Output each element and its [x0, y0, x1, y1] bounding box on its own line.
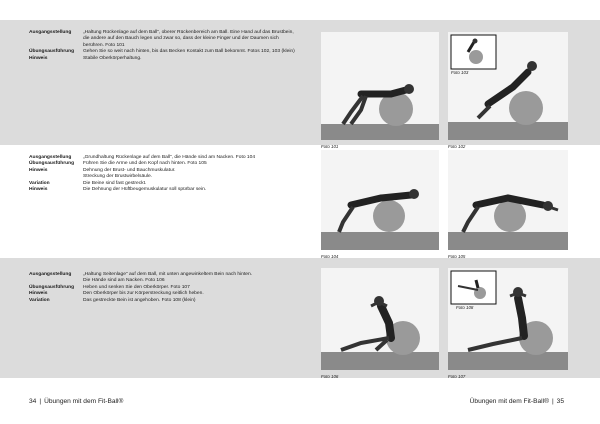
- exercise-photo: [321, 268, 439, 379]
- photo-caption: Foto 105: [448, 254, 466, 259]
- photo-caption: Foto 101: [321, 144, 339, 149]
- photo-illustration: [321, 150, 439, 250]
- description-row: [29, 187, 301, 193]
- row-label: Variation: [29, 180, 50, 186]
- row-text: Das gestreckte Bein ist angehoben. Foto 108 (klein): [83, 297, 196, 303]
- footer-right: [470, 398, 564, 405]
- row-text: „Haltung Rückenlage auf dem Ball“, oberer Rückenbereich am Ball. Eine Hand auf das Brustbein, die andere auf den Bauch legen und zwar so, dass der kleine Finger und der Daumen sich berühren. Foto 101: [83, 30, 294, 48]
- exercise-description: [29, 272, 301, 304]
- photo-illustration: [448, 150, 568, 250]
- row-label: Übungsausführung: [29, 49, 75, 55]
- row-label: Variation: [29, 297, 50, 303]
- row-label: Übungsausführung: [29, 161, 75, 167]
- row-text: Stabile Oberkörperhaltung.: [83, 55, 142, 61]
- row-label: Hinweis: [29, 55, 48, 61]
- footer-separator: |: [551, 398, 554, 405]
- row-text: Den Oberkörper bis zur Körperstreckung seitlich heben.: [83, 291, 204, 297]
- row-label: Hinweis: [29, 187, 48, 193]
- row-text: Dehnung der Brust- und Bauchmuskulatur.: [83, 167, 176, 173]
- exercise-photo: [448, 32, 568, 149]
- row-text: Die Hände sind am Nacken. Foto 106: [83, 278, 165, 284]
- photo-caption: Foto 107: [448, 374, 466, 379]
- exercise-block: [0, 145, 600, 258]
- page-number: 35: [556, 398, 564, 405]
- running-title: Übungen mit dem Fit-Ball®: [44, 398, 124, 405]
- row-text: Führen Sie die Arme und den Kopf nach hinten. Foto 105: [83, 161, 207, 167]
- row-label: Ausgangsstellung: [29, 155, 72, 160]
- exercise-photo: [448, 150, 568, 259]
- exercise-description: [29, 30, 301, 62]
- row-text: Die Beine sind fast gestreckt.: [83, 180, 147, 186]
- row-label: Hinweis: [29, 291, 48, 297]
- row-text: Gehen Sie so weit nach hinten, bis das Becken Kontakt zum Ball bekommt. Fotos 102, 103 (klein): [83, 49, 295, 55]
- description-row: [29, 298, 301, 304]
- row-text: „Haltung Seitenlage“ auf dem Ball, mit unten angewinkeltem Bein nach hinten.: [83, 272, 253, 277]
- row-text: Streckung der Brustwirbelsäule.: [83, 174, 153, 180]
- exercise-block: [0, 20, 600, 149]
- row-label: Übungsausführung: [29, 284, 75, 290]
- row-text: Die Dehnung der Hüftbeugemuskulatur soll spürbar sein.: [83, 187, 207, 193]
- row-label: Hinweis: [29, 167, 48, 173]
- photo-illustration: [448, 268, 568, 370]
- inset-caption: Foto 103: [451, 70, 469, 75]
- inset-caption: Foto 108: [456, 305, 474, 310]
- description-row: [29, 30, 301, 49]
- photo-illustration: [321, 32, 439, 140]
- photo-caption: Foto 102: [448, 144, 466, 149]
- row-text: Heben und senken Sie den Oberkörper. Foto 107: [83, 284, 190, 290]
- photo-caption: Foto 106: [321, 374, 339, 379]
- photo-illustration: [448, 32, 568, 140]
- exercise-description: [29, 155, 301, 193]
- description-row: [29, 56, 301, 62]
- row-label: Ausgangsstellung: [29, 272, 72, 277]
- row-text: „Grundhaltung Rückenlage auf dem Ball“, die Hände sind am Nacken. Foto 104: [83, 155, 256, 160]
- exercise-photo: [321, 150, 439, 259]
- page-number: 34: [29, 398, 37, 405]
- running-title: Übungen mit dem Fit-Ball®: [469, 398, 549, 405]
- exercise-photo: [448, 268, 568, 379]
- photo-caption: Foto 104: [321, 254, 339, 259]
- photo-illustration: [321, 268, 439, 370]
- row-label: Ausgangsstellung: [29, 30, 72, 35]
- exercise-block: [0, 258, 600, 378]
- footer-left: [29, 398, 123, 405]
- footer-separator: |: [39, 398, 42, 405]
- exercise-photo: [321, 32, 439, 149]
